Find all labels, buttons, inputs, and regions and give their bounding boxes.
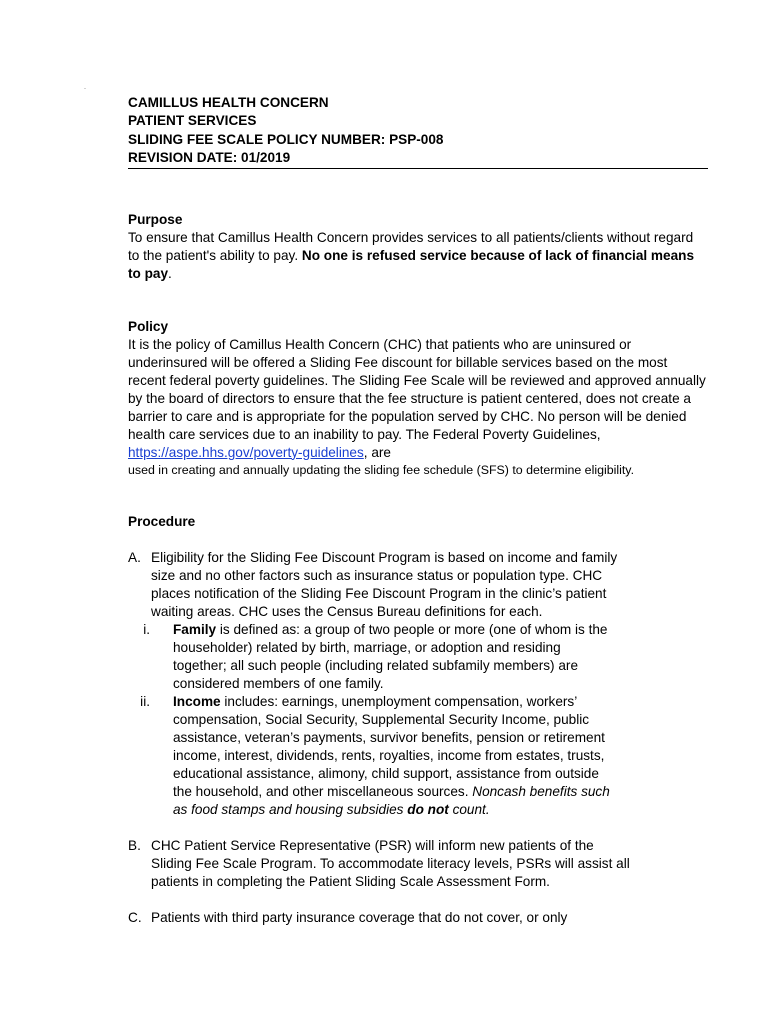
item-text: Eligibility for the Sliding Fee Discount Program is based on income and family size and no other factors such as insurance status or population type. CHC places notification of the Sliding Fee Discount Program in the clinic’s patient waiting areas. CHC uses the Census Bureau definitions for each. [151, 550, 618, 620]
procedure-subitem-i [128, 621, 708, 693]
procedure-item-b [128, 837, 708, 891]
policy-text: It is the policy of Camillus Health Concern (CHC) that patients who are uninsured or underinsured will be offered a Sliding Fee discount for billable services based on the most recent federal poverty guidelines. The Sliding Fee Scale will be reviewed and approved annually by the board of directors to ensure that the fee structure is patient centered, does not create a barrier to care and is appropriate for the population served by CHC. No person will be denied health care services due to an inability to pay. The Federal Poverty Guidelines, https://aspe.hhs.gov/poverty-guidelines, are [128, 336, 706, 460]
procedure-subitem-ii [128, 693, 708, 819]
item-text: CHC Patient Service Representative (PSR) will inform new patients of the Sliding Fee Scale Program. To accommodate literacy levels, PSRs will assist all patients in completing the Patient Sliding Scale Assessment Form. [151, 838, 630, 890]
procedure-item-a [128, 549, 708, 621]
procedure-item-c [128, 909, 708, 927]
item-text: Patients with third party insurance coverage that do not cover, or only [151, 910, 568, 926]
subitem-label: ii. [140, 694, 150, 710]
item-label: B. [128, 838, 141, 854]
poverty-guidelines-link[interactable]: https://aspe.hhs.gov/poverty-guidelines [128, 444, 364, 460]
purpose-text: To ensure that Camillus Health Concern provides services to all patients/clients without regard to the patient's ability to pay. No one is refused service because of lack of financial means to pay. [128, 229, 694, 281]
subitem-label: i. [143, 622, 150, 638]
procedure-title: Procedure [128, 514, 196, 530]
subitem-text: Family is defined as: a group of two people or more (one of whom is the householder) related by birth, marriage, or adoption and residing together; all such people (including related subfamily members) are considered members of one family. [173, 622, 608, 692]
item-label: A. [128, 550, 141, 566]
stray-mark: · [84, 86, 86, 92]
policy-number: SLIDING FEE SCALE POLICY NUMBER: PSP-008 [128, 131, 444, 147]
policy-section [128, 318, 708, 479]
purpose-bold: No one is refused service because of lack of financial means to pay [128, 247, 694, 281]
revision-date: REVISION DATE: 01/2019 [128, 149, 708, 168]
document-header [128, 94, 708, 169]
department: PATIENT SERVICES [128, 113, 257, 129]
policy-title: Policy [128, 318, 169, 334]
policy-text-small: used in creating and annually updating the sliding fee schedule (SFS) to determine eligibility. [128, 462, 635, 477]
item-label: C. [128, 910, 142, 926]
org-name: CAMILLUS HEALTH CONCERN [128, 95, 329, 110]
purpose-title: Purpose [128, 211, 183, 227]
document-page [128, 94, 708, 927]
procedure-section [128, 513, 708, 927]
purpose-section [128, 211, 708, 283]
subitem-text: Income includes: earnings, unemployment compensation, workers’ compensation, Social Security, Supplemental Security Income, public assistance, veteran’s payments, survivor benefits, pension or retirement income, interest, dividends, rents, royalties, income from estates, trusts, educational assistance, alimony, child support, assistance from outside the household, and other miscellaneous sources. Noncash benefits such as food stamps and housing subsidies do not count. [173, 694, 610, 818]
